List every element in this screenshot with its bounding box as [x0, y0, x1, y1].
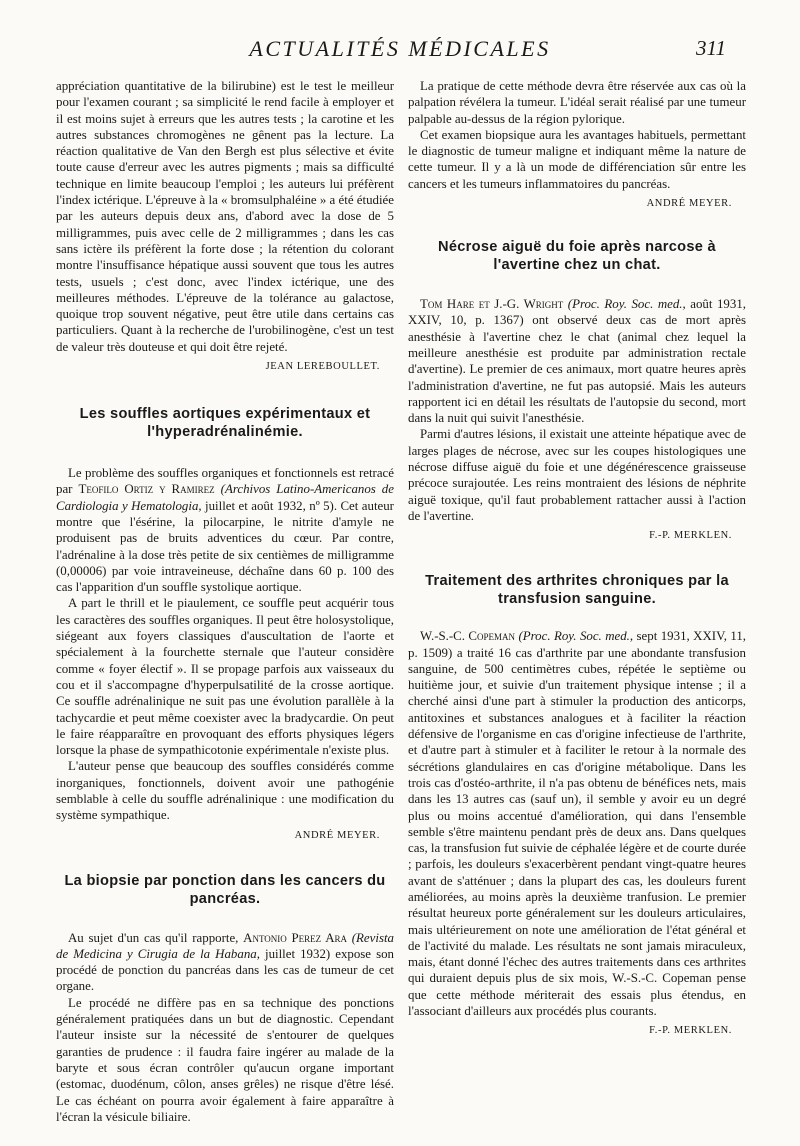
souffles-paragraph-1: Le problème des souffles organiques et fonctionnels est retracé par Teofilo Ortiz y Ramirez (Archivos Latino-Americanos de Cardiologia y Hematologia, juillet et août 1932, nº 5). Cet auteur montre que l'ésérine, la pilocarpine, le nitrite d'amyle ne produisent pas de bruits adventices du cœur. Par contre, l'adrénaline à la dose très petite de six centièmes de milligramme (0,00006) par voie intraveineuse, déchaîne dans 60 p. 100 des cas l'apparition d'un souffle systolique aortique. — [56, 466, 394, 595]
necrose-journal: (Proc. Roy. Soc. med., — [567, 297, 686, 312]
souffles-paragraph-3: L'auteur pense que beaucoup des souffles considérés comme inorganiques, fonctionnels, doivent avoir une pathogénie semblable à celle du souffle adrénalinique : une modification du système sympathique. — [56, 759, 394, 823]
souffles-authors: Teofilo Ortiz y Ramirez — [78, 482, 215, 497]
biopsie-title: La biopsie par ponction dans les cancers du pancréas. — [64, 872, 386, 907]
biopsie-author: Antonio Perez Ara — [243, 930, 348, 945]
biopsie-paragraph-2: Le procédé ne diffère pas en sa technique des ponctions généralement pratiquées dans un but de diagnostic. Cependant l'auteur insiste sur la nécessité de s'entourer de quelques garanties de prudence : il faudra faire ingérer au malade de la baryte et sous écran contrôler qu'aucun organe important (estomac, duodénum, côlon, anses grêles) ne risque d'être lésé. Le cas échéant on pourra avoir également à faire apparaître à l'écran la vésicule biliaire. — [56, 995, 394, 1124]
souffles-paragraph-2: A part le thrill et le piaulement, ce souffle peut acquérir tous les caractères des souffles organiques. Il peut être holosystolique, siégeant aux foyers classiques d'auscultation de l'aorte et spécialement à la fourchette sternale que l'auteur considère comme « foyer électif ». Il se propage parfois aux vaisseaux du cou et il s'accompagne d'hyperpulsatilité de la crosse aortique. Ce souffle adrénalinique ne suit pas une évolution parallèle à la tachycardie et peut même coexister avec la bradycardie. On peut le faire réapparaître en provoquant des efforts physiques légers lorsque la phase de sympathicotonie expérimentale n'existe plus. — [56, 596, 394, 758]
signature-meyer-2: ANDRÉ MEYER. — [646, 198, 732, 210]
signature-merklen-1: F.-P. MERKLEN. — [649, 530, 732, 542]
necrose-paragraph-2: Parmi d'autres lésions, il existait une atteinte hépatique avec de larges plages de nécrose, avec sur les coupes histologiques une nécrose diffuse aiguë du foie et une dégénérescence graisseuse précoce surajoutée. Les reins montraient des lésions de néphrite aiguë toxique, qu'il faut probablement rattacher aussi à l'action de l'avertine. — [408, 427, 746, 523]
right-column — [408, 78, 746, 1039]
arthrites-title: Traitement des arthrites chroniques par la transfusion sanguine. — [425, 573, 729, 608]
souffles-journal: (Archivos Latino-Americanos de Cardiologia y Hematologia, — [56, 482, 394, 513]
biopsie-journal: (Revista de Medicina y Cirugia de la Habana, — [56, 930, 394, 961]
necrose-title: Nécrose aiguë du foie après narcose à l'avertine chez un chat. — [438, 239, 716, 274]
biopsie-paragraph-1: Au sujet d'un cas qu'il rapporte, Antonio Perez Ara (Revista de Medicina y Cirugia de la Habana, juillet 1932) expose son procédé de ponction du pancréas dans les cas de tumeur de cet organe. — [56, 930, 394, 994]
page-header — [0, 36, 800, 76]
signature-merklen-2: F.-P. MERKLEN. — [649, 1025, 732, 1037]
arthrites-author: W.-S.-C. Copeman — [420, 629, 516, 644]
arthrites-journal: (Proc. Roy. Soc. med., — [518, 629, 634, 644]
left-column — [56, 78, 394, 1125]
page-number: 311 — [696, 36, 726, 60]
running-title: ACTUALITÉS MÉDICALES — [249, 36, 551, 61]
bilirubine-paragraph: appréciation quantitative de la bilirubine) est le test le meilleur pour l'examen courant ; sa simplicité le rend facile à employer et il est moins sujet à erreurs que les autres tests ; la carotine et les autres substances chromogènes ne gênent pas la lecture. La réaction qualitative de Van den Bergh est plus sélective et évite toute cause d'erreur avec les autres pigments ; mais sa difficulté technique en limite beaucoup l'emploi ; les auteurs lui préfèrent l'index ictérique. L'épreuve à la « bromsulphaléine » a été étudiée par les auteurs depuis deux ans, d'abord avec la dose de 5 milligrammes, puis avec celle de 2 milligrammes ; dans les cas sans ictère ils préfèrent la forte dose ; la rétention du colorant montre l'insuffisance hépatique aussi souvent que tous les autres tests, usuels ; c'est donc, avec l'index ictérique, une des meilleures méthodes. L'épreuve de la tolérance au galactose, quoique trop souvent négative, peut être utile dans certains cas particuliers. Quant à la recherche de l'urobilinogène, c'est un test de valeur très douteuse et qui doit être rejeté. — [56, 79, 394, 354]
arthrites-paragraph-1: W.-S.-C. Copeman (Proc. Roy. Soc. med., sept 1931, XXIV, 11, p. 1509) a traité 16 cas d'arthrite par une abondante transfusion sanguine, de 500 centimètres cubes, répétée le septième ou huitième jour, et suivie d'un traitement physique intense ; il a cherché ainsi d'une part à stimuler la production des anticorps, antitoxines et substances analogues et à faciliter la réaction défensive de l'organisme en cas d'origine infectieuse de l'arthrite, et d'autre part à stimuler et à faciliter le retour à la normale des sécrétions glandulaires en cas d'origine métabolique. Dans les trois cas d'ostéo-arthrite, il n'a pas obtenu de bénéfices nets, mais dans les 13 autres cas (sauf un), il semble y avoir eu un degré plus ou moins accentué d'amélioration, qui dans l'ensemble semble s'être maintenu pendant près de deux ans. Dans quelques cas, la transfusion fut suivie de céphalée légère et de courte durée ; parfois, les douleurs s'exacerbèrent pendant vingt-quatre heures avant de s'atténuer ; dans la plupart des cas, les douleurs furent améliorées, au moins après la deuxième tranfusion. Le premier résultat heureux porte généralement sur les douleurs articulaires, mais ultérieurement on note une amélioration de l'état général et de l'activité du malade. Les résultats ne sont jamais miraculeux, mais, étant donné l'échec des autres traitements dans ces arthrites qui duraient depuis plus de six mois, W.-S.-C. Copeman pense que cette méthode mériterait des essais plus étendus, en l'associant d'ailleurs aux procédés plus courants. — [408, 629, 746, 1019]
biopsie-paragraph-4: Cet examen biopsique aura les avantages habituels, permettant le diagnostic de tumeur maligne et indiquant même la nature de cette tumeur. Il y a là un mode de différenciation sûr entre les cancers et les tumeurs inflammatoires du pancréas. — [408, 127, 746, 191]
necrose-paragraph-1: Tom Hare et J.-G. Wright (Proc. Roy. Soc. med., août 1931, XXIV, 10, p. 1367) ont observé deux cas de mort après anesthésie à l'avertine chez le chat (animal chez lequel la meilleure anesthésie est produite par administration rectale d'avertine). Le premier de ces animaux, mort quatre heures après l'administration d'avertine, ne fut pas autopsié. Mais les auteurs rapportent ici en détail les résultats de l'autopsie du second, mort dans la nuit qui suivit l'anesthésie. — [408, 297, 746, 426]
signature-meyer-1: ANDRÉ MEYER. — [294, 829, 380, 841]
signature-lereboullet: JEAN LEREBOULLET. — [265, 361, 380, 373]
souffles-title: Les souffles aortiques expérimentaux et l'hyperadrénalinémie. — [79, 406, 371, 441]
necrose-authors: Tom Hare et J.-G. Wright — [420, 297, 564, 312]
biopsie-paragraph-3: La pratique de cette méthode devra être réservée aux cas où la palpation révélera la tumeur. L'idéal serait réalisé par une tumeur palpable au-dessus de la région pylorique. — [408, 79, 746, 126]
